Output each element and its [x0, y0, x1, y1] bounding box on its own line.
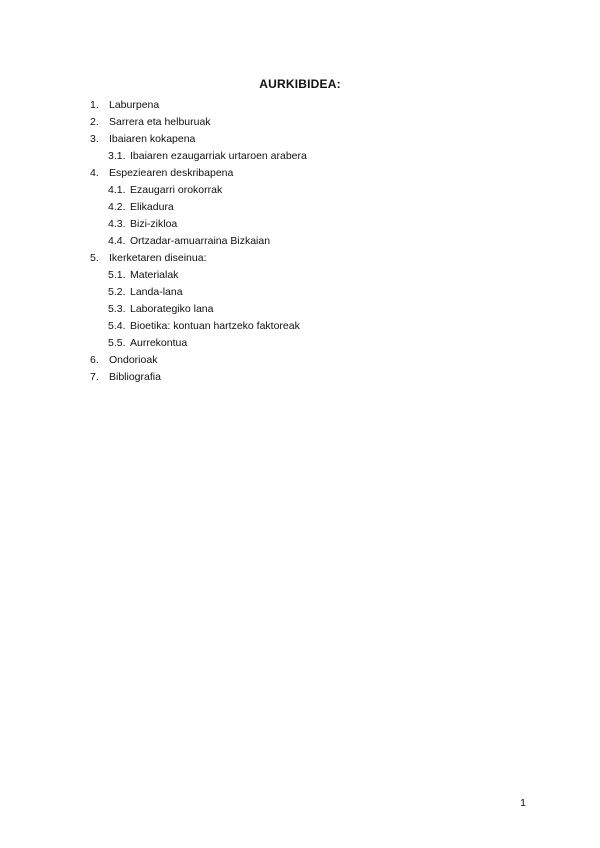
toc-entry	[88, 114, 548, 131]
toc-entry-label: Materialak	[130, 269, 179, 281]
toc-entry-number: 4.4.	[108, 235, 126, 247]
toc-entry-label: Bizi-zikloa	[130, 218, 178, 230]
toc-entry	[88, 233, 548, 250]
toc-entry-number: 3.	[90, 133, 99, 145]
toc-entry-number: 5.1.	[108, 269, 126, 281]
toc-entry-number: 7.	[90, 371, 99, 383]
toc-entry-label: Ibaiaren ezaugarriak urtaroen arabera	[130, 150, 307, 162]
toc-entry-number: 4.1.	[108, 184, 126, 196]
toc-entry-number: 3.1.	[108, 150, 126, 162]
toc-entry-number: 5.2.	[108, 286, 126, 298]
toc-entry-label: Ibaiaren kokapena	[109, 133, 196, 145]
toc-entry	[88, 301, 548, 318]
toc-entry-label: Ortzadar-amuarraina Bizkaian	[130, 235, 271, 247]
toc-entry-number: 4.3.	[108, 218, 126, 230]
toc-entry	[88, 267, 548, 284]
toc-entry-label: Espeziearen deskribapena	[109, 167, 234, 179]
toc-entry	[88, 148, 548, 165]
page-title: AURKIBIDEA:	[259, 77, 341, 91]
toc-entry-label: Bioetika: kontuan hartzeko faktoreak	[130, 320, 300, 332]
toc-entry-label: Elikadura	[130, 201, 174, 213]
toc-entry	[88, 318, 548, 335]
toc-entry-label: Laborategiko lana	[130, 303, 214, 315]
toc-entry-number: 5.3.	[108, 303, 126, 315]
toc-entry	[88, 352, 548, 369]
toc-entry-label: Bibliografia	[109, 371, 161, 383]
toc-entry-label: Ondorioak	[109, 354, 158, 366]
table-of-contents	[88, 97, 548, 386]
toc-entry-label: Ikerketaren diseinua:	[109, 252, 207, 264]
toc-entry	[88, 216, 548, 233]
toc-entry-label: Laburpena	[109, 99, 160, 111]
toc-entry-label: Aurrekontua	[130, 337, 188, 349]
toc-entry-number: 5.4.	[108, 320, 126, 332]
toc-entry	[88, 284, 548, 301]
toc-entry-label: Sarrera eta helburuak	[109, 116, 211, 128]
toc-entry	[88, 250, 548, 267]
toc-entry-number: 5.5.	[108, 337, 126, 349]
toc-entry	[88, 131, 548, 148]
toc-entry	[88, 199, 548, 216]
toc-entry-number: 2.	[90, 116, 99, 128]
toc-entry-number: 5.	[90, 252, 99, 264]
toc-entry	[88, 182, 548, 199]
page-number: 1	[520, 797, 526, 809]
toc-entry	[88, 335, 548, 352]
toc-entry-number: 6.	[90, 354, 99, 366]
toc-entry-label: Landa-lana	[130, 286, 183, 298]
toc-entry	[88, 97, 548, 114]
toc-entry-label: Ezaugarri orokorrak	[130, 184, 223, 196]
toc-entry-number: 4.2.	[108, 201, 126, 213]
toc-entry-number: 1.	[90, 99, 99, 111]
toc-entry	[88, 369, 548, 386]
toc-entry	[88, 165, 548, 182]
toc-entry-number: 4.	[90, 167, 99, 179]
